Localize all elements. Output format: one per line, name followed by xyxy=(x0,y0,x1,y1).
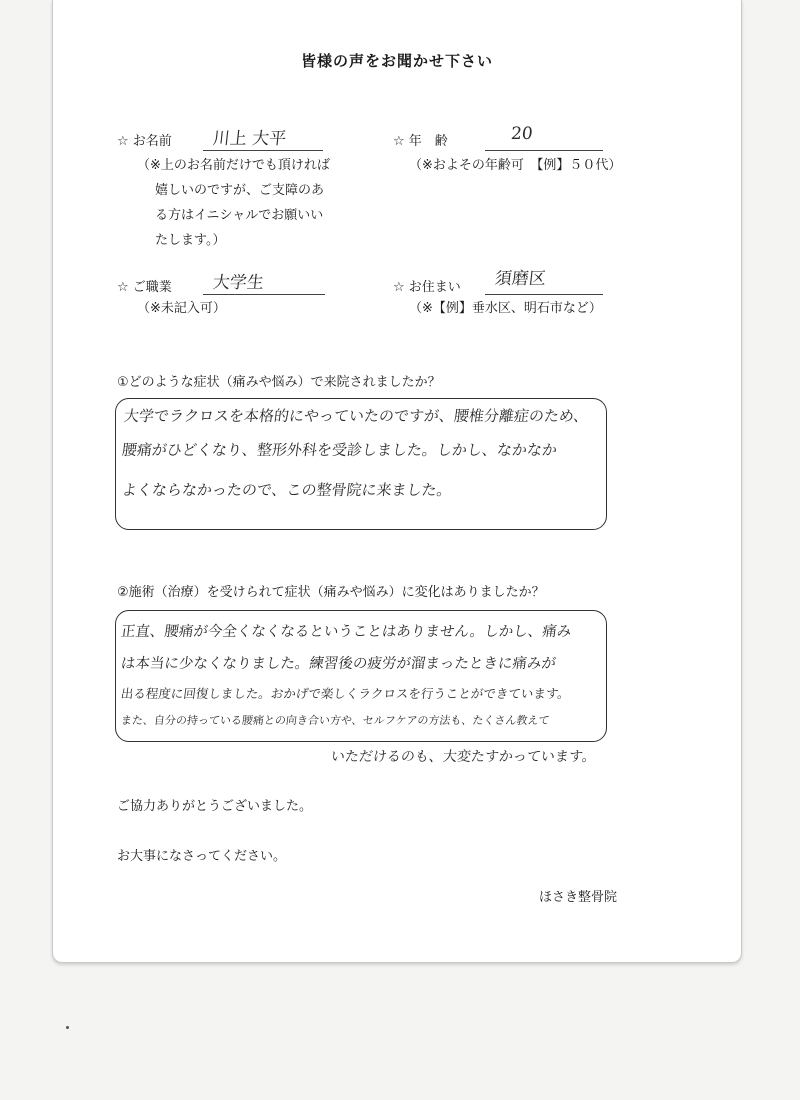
clinic-name: ほさき整骨院 xyxy=(539,890,618,905)
job-note: （※未記入可） xyxy=(137,301,226,316)
age-value: 20 xyxy=(509,124,534,144)
address-label: ☆ お住まい xyxy=(393,280,461,295)
age-label: ☆ 年 齢 xyxy=(393,134,448,149)
age-note: （※およその年齢可 【例】５０代） xyxy=(409,158,622,173)
answer-1-line-1: 大学でラクロスを本格的にやっていたのですが、腰椎分離症のため、 xyxy=(122,407,590,425)
answer-2-line-4: また、自分の持っている腰痛との向き合い方や、セルフケアの方法も、たくさん教えて xyxy=(120,714,551,727)
answer-2-line-2: は本当に少なくなりました。練習後の疲労が溜まったときに痛みが xyxy=(119,656,557,672)
question-2: ②施術（治療）を受けられて症状（痛みや悩み）に変化はありましたか？ xyxy=(117,585,545,600)
job-underline xyxy=(203,294,325,295)
get-well-text: お大事になさってください。 xyxy=(117,849,287,864)
address-note: （※【例】垂水区、明石市など） xyxy=(409,301,602,316)
name-note-line-4: たします。） xyxy=(155,233,226,248)
thanks-text: ご協力ありがとうございました。 xyxy=(117,799,313,814)
address-underline xyxy=(485,294,603,295)
name-note-line-3: る方はイニシャルでお願いい xyxy=(155,208,324,223)
question-1: ①どのような症状（痛みや悩み）で来院されましたか？ xyxy=(117,375,441,390)
name-underline xyxy=(203,150,323,151)
answer-1-line-2: 腰痛がひどくなり、整形外科を受診しました。しかし、なかなか xyxy=(120,441,559,459)
name-note-line-1: （※上のお名前だけでも頂ければ xyxy=(137,158,330,173)
scan-speck xyxy=(66,1026,69,1029)
answer-2-line-5: いただけるのも、大変たすかっています。 xyxy=(329,749,597,765)
form-title: 皆様の声をお聞かせ下さい xyxy=(300,52,493,70)
name-note-line-2: 嬉しいのですが、ご支障のあ xyxy=(155,183,325,198)
answer-2-line-3: 出る程度に回復しました。おかげで楽しくラクロスを行うことができています。 xyxy=(120,686,571,701)
name-label: ☆ お名前 xyxy=(117,134,172,149)
name-value: 川上 大平 xyxy=(211,129,288,149)
address-value: 須磨区 xyxy=(493,269,547,289)
answer-1-box xyxy=(115,398,607,530)
questionnaire-sheet xyxy=(52,0,742,963)
job-value: 大学生 xyxy=(211,273,265,293)
answer-2-line-1: 正直、腰痛が今全くなくなるということはありません。しかし、痛み xyxy=(119,624,573,640)
answer-1-line-3: よくならなかったので、この整骨院に来ました。 xyxy=(120,481,453,499)
job-label: ☆ ご職業 xyxy=(117,280,172,295)
age-underline xyxy=(485,150,603,151)
